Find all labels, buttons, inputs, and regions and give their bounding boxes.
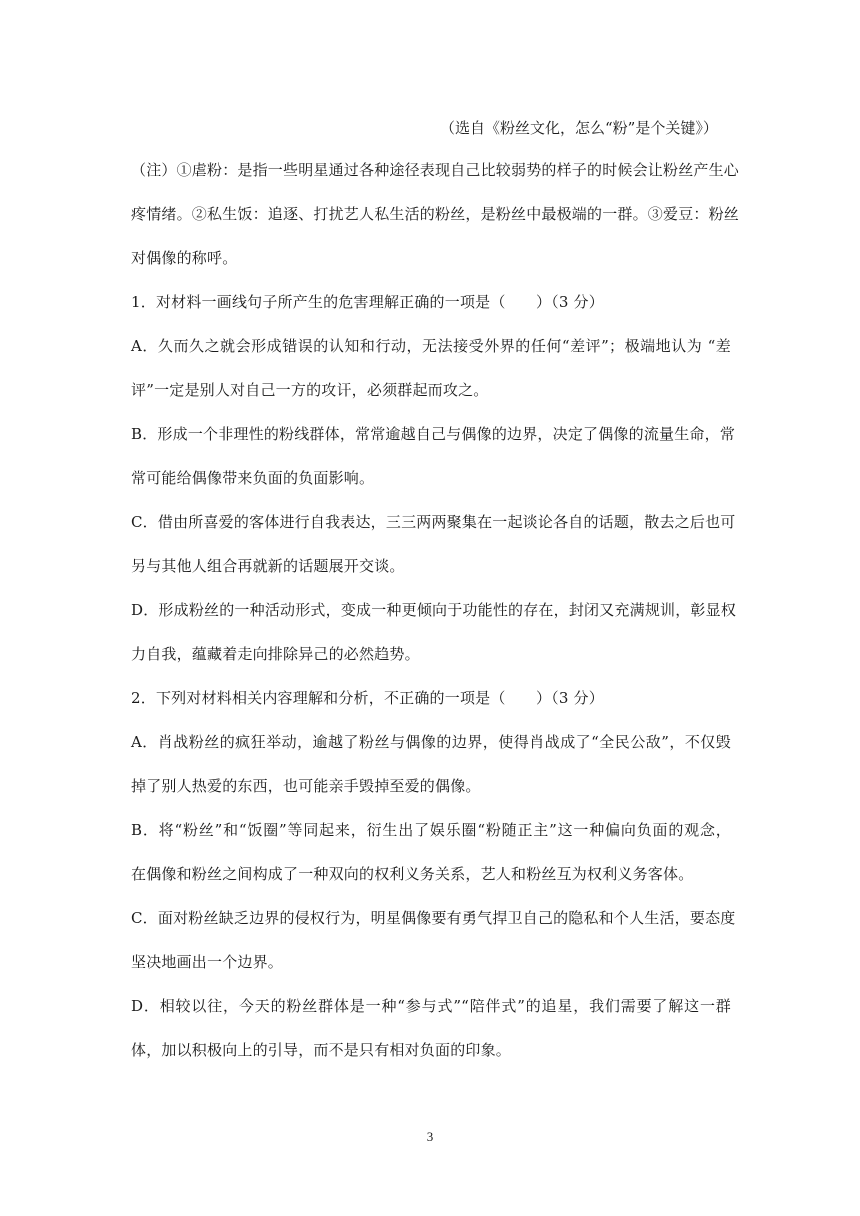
- q2-option-d-line-1: D．相较以往，今天的粉丝群体是一种“参与式”“陪伴式”的追星，我们需要了解这一群: [131, 997, 731, 1015]
- q1-option-c-line-2: 另与其他人组合再就新的话题展开交谈。: [131, 557, 405, 575]
- q2-option-a-line-2: 掉了别人热爱的东西，也可能亲手毁掉至爱的偶像。: [131, 777, 481, 795]
- q1-option-d-line-2: 力自我，蕴藏着走向排除异己的必然趋势。: [131, 645, 420, 663]
- note-line-2: 疼情绪。②私生饭：追逐、打扰艺人私生活的粉丝，是粉丝中最极端的一群。③爱豆：粉丝: [131, 205, 740, 223]
- question-2-stem: 2．下列对材料相关内容理解和分析，不正确的一项是（ ）（3 分）: [131, 689, 604, 707]
- q2-option-c-line-2: 坚决地画出一个边界。: [131, 953, 284, 971]
- q1-option-b-line-1: B．形成一个非理性的粉线群体，常常逾越自己与偶像的边界，决定了偶像的流量生命，常: [131, 425, 736, 443]
- q1-option-d-line-1: D．形成粉丝的一种活动形式，变成一种更倾向于功能性的存在，封闭又充满规训，彰显权: [131, 601, 737, 619]
- q1-option-a-line-1: A．久而久之就会形成错误的认知和行动，无法接受外界的任何“差评”；极端地认为 “差: [131, 337, 731, 355]
- question-1-stem: 1．对材料一画线句子所产生的危害理解正确的一项是（ ）（3 分）: [131, 293, 604, 311]
- q1-option-b-line-2: 常可能给偶像带来负面的负面影响。: [131, 469, 375, 487]
- q1-option-a-line-2: 评”一定是别人对自己一方的攻讦，必须群起而攻之。: [131, 381, 489, 399]
- q2-option-d-line-2: 体，加以积极向上的引导，而不是只有相对负面的印象。: [131, 1041, 512, 1059]
- q2-option-c-line-1: C．面对粉丝缺乏边界的侵权行为，明星偶像要有勇气捍卫自己的隐私和个人生活，要态度: [131, 909, 736, 927]
- page-number: 3: [426, 1129, 434, 1144]
- source-citation: （选自《粉丝文化，怎么“粉”是个关键》）: [440, 119, 718, 137]
- note-line-3: 对偶像的称呼。: [131, 249, 238, 267]
- q2-option-b-line-2: 在偶像和粉丝之间构成了一种双向的权利义务关系，艺人和粉丝互为权利义务客体。: [131, 865, 694, 883]
- q2-option-b-line-1: B．将“粉丝”和“饭圈”等同起来，衍生出了娱乐圈“粉随正主”这一种偏向负面的观念，: [131, 821, 731, 839]
- q2-option-a-line-1: A．肖战粉丝的疯狂举动，逾越了粉丝与偶像的边界，使得肖战成了“全民公敌”，不仅毁: [131, 733, 731, 751]
- note-line-1: （注）①虐粉：是指一些明星通过各种途径表现自己比较弱势的样子的时候会让粉丝产生心: [131, 161, 740, 179]
- q1-option-c-line-1: C．借由所喜爱的客体进行自我表达，三三两两聚集在一起谈论各自的话题，散去之后也可: [131, 513, 736, 531]
